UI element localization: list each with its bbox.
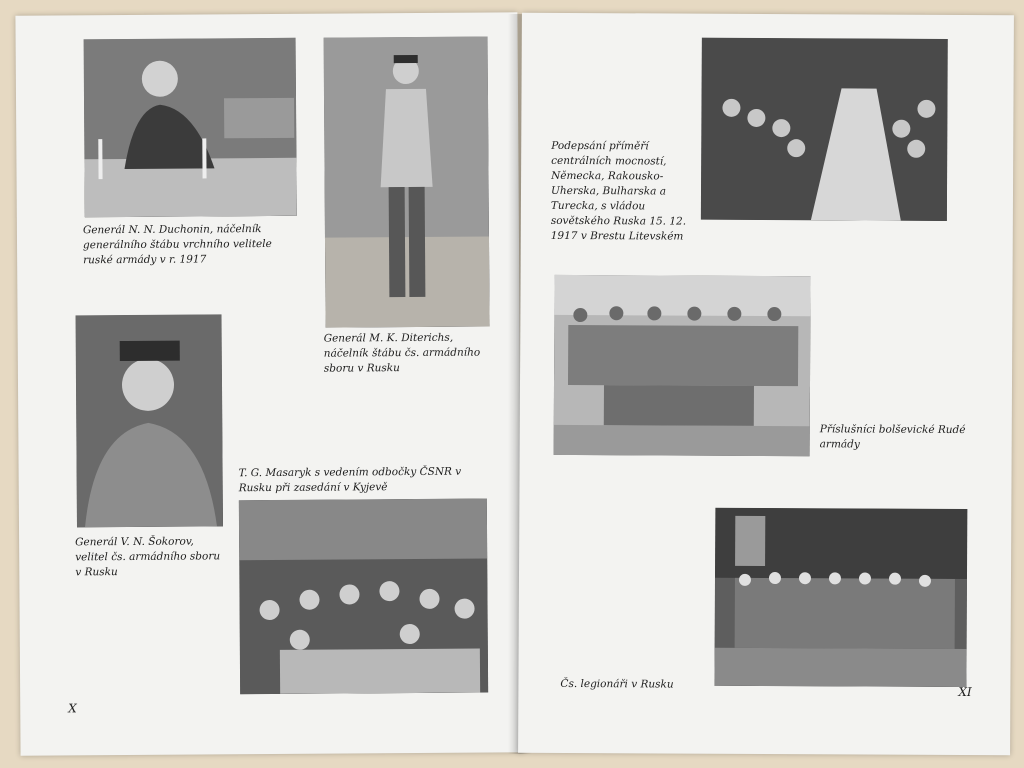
photo-red-army xyxy=(554,275,811,456)
photo-diterichs xyxy=(324,36,490,327)
photo-duchonin xyxy=(84,38,297,217)
caption-duchonin: Generál N. N. Duchonin, náčelník generálního štábu vrchního velitele ruské armády v r. 1917 xyxy=(82,223,272,267)
photo-sokorov xyxy=(76,314,223,527)
page-number-right: XI xyxy=(958,685,972,700)
right-book-page xyxy=(518,13,1014,756)
photo-legionaries xyxy=(714,508,967,687)
caption-red-army: Příslušníci bolševické Rudé armády xyxy=(819,423,966,451)
caption-masaryk: T. G. Masaryk s vedením odbočky ČSNR v Rusku při zasedání v Kyjevě xyxy=(238,465,462,495)
photo-armistice xyxy=(701,38,948,221)
left-book-page xyxy=(15,12,522,755)
caption-armistice: Podepsání příměří centrálních mocností, Německa, Rakousko-Uherska, Bulharska a Turecka, s vládou sovětského Ruska 15. 12. 1917 v Brestu Litevském xyxy=(550,139,687,243)
photo-masaryk-meeting xyxy=(239,498,488,694)
caption-diterichs: Generál M. K. Diterichs, náčelník štábu čs. armádního sboru v Rusku xyxy=(323,331,481,375)
caption-sokorov: Generál V. N. Šokorov, velitel čs. armádního sboru v Rusku xyxy=(75,535,221,579)
caption-legionaries: Čs. legionáři v Rusku xyxy=(560,677,674,691)
page-number-left: X xyxy=(68,701,77,716)
